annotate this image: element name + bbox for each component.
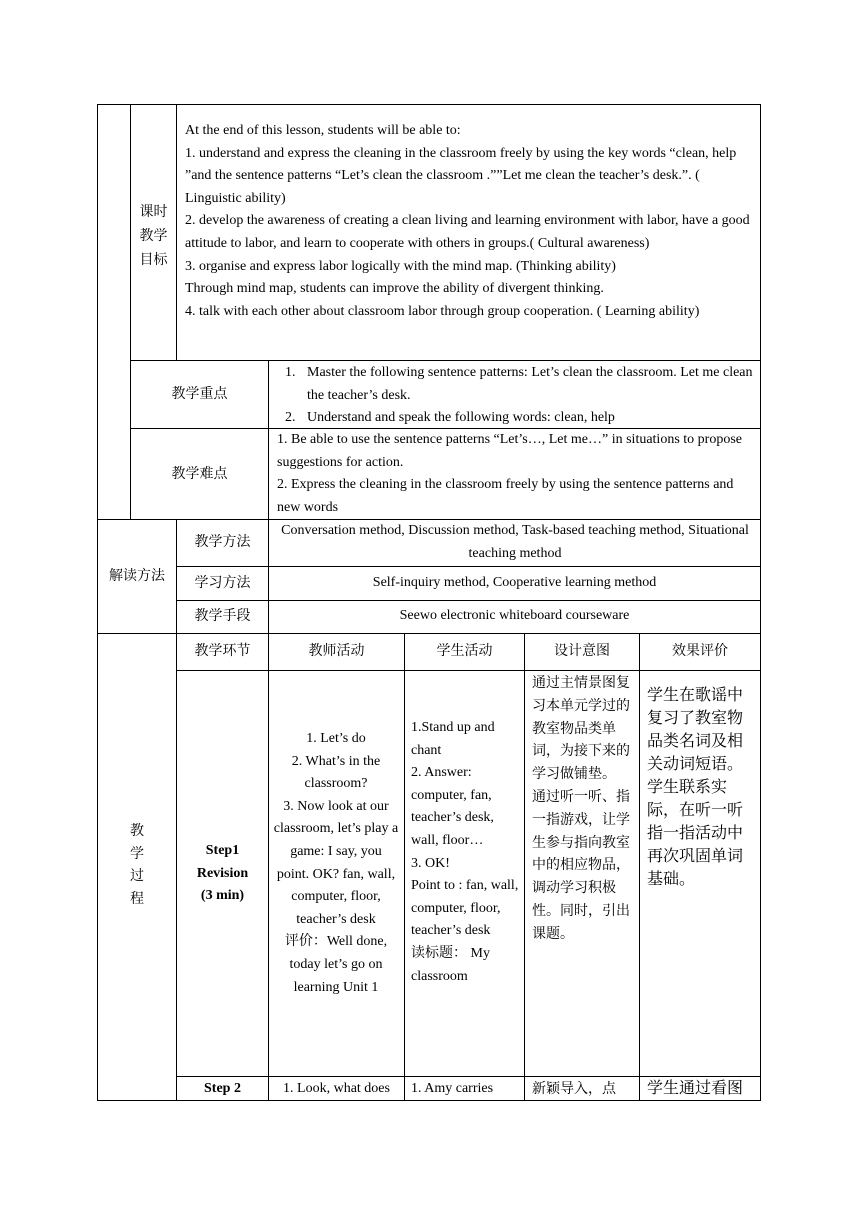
- objectives-line: At the end of this lesson, students will be able to:: [185, 123, 461, 138]
- objectives-line: 4. talk with each other about classroom labor through group cooperation. ( Learning ability): [185, 303, 700, 319]
- rule: [639, 633, 640, 1101]
- header-design-intent: 设计意图: [554, 643, 610, 659]
- process-group-label: 教 学 过 程: [130, 823, 144, 907]
- key-point-number: 2.: [285, 410, 296, 426]
- objectives-line: Through mind map, students can improve the ability of divergent thinking.: [185, 281, 604, 297]
- rule: [130, 104, 131, 520]
- evaluation-para: 学生在歌谣中复习了教室物品类名词及相关动词短语。: [647, 685, 744, 773]
- header-teacher-activity: 教师活动: [308, 643, 365, 659]
- rule: [97, 104, 761, 105]
- rule: [524, 633, 525, 1101]
- rule: [130, 360, 761, 361]
- student-activity-line: 读标题： My classroom: [411, 945, 490, 984]
- step1-design-intent: [532, 672, 635, 946]
- key-points-label: 教学重点: [171, 386, 228, 402]
- key-point-text: Master the following sentence patterns: Let’s clean the classroom. Let me clean the teacher’s desk.: [307, 365, 753, 403]
- student-activity-line: 1.Stand up and chant: [411, 720, 495, 758]
- design-intent-para: 通过主情景图复习本单元学过的教室物品类单词，为接下来的学习做铺垫。: [532, 675, 630, 783]
- header-student-activity: 学生活动: [436, 643, 493, 659]
- header-stage: 教学环节: [194, 643, 251, 659]
- step1-stage: Step1 Revision (3 min): [196, 843, 249, 904]
- key-points-list: [277, 362, 755, 430]
- learning-method-label: 学习方法: [194, 575, 251, 591]
- step1-student-activity: [411, 717, 519, 988]
- objectives-line: 3. organise and express labor logically with the mind map. (Thinking ability): [185, 258, 616, 274]
- objectives-line: 2. develop the awareness of creating a clean living and learning environment with labor, have a good attitude to labor, and learn to cooperate with others in groups.( Cultural awareness): [185, 213, 750, 251]
- step2-stage: Step 2: [204, 1081, 241, 1096]
- rule: [760, 104, 761, 1101]
- teaching-means-value: Seewo electronic whiteboard courseware: [399, 608, 630, 623]
- key-point-item: [277, 407, 755, 430]
- objectives-line: 1. understand and express the cleaning in the classroom freely by using the key words “clean, help ”and the sentence patterns “Let’s clean the classroom .””Let me clean the teacher’s desk.”. ( Linguistic ability): [185, 145, 737, 206]
- step1-teacher-activity: [273, 728, 399, 999]
- difficulty-line: 2. Express the cleaning in the classroom freely by using the sentence patterns and new words: [277, 477, 734, 515]
- header-evaluation: 效果评价: [672, 643, 728, 659]
- rule: [176, 566, 761, 567]
- student-activity-line: Point to : fan, wall, computer, floor, teacher’s desk: [411, 878, 519, 939]
- rule: [97, 633, 761, 634]
- key-point-text: Understand and speak the following words: clean, help: [307, 410, 615, 426]
- rule: [176, 600, 761, 601]
- teacher-activity-line: 评价：Well done, today let’s go on learning Unit 1: [284, 934, 388, 995]
- teacher-activity-line: 1. Let’s do: [306, 731, 366, 746]
- teacher-activity-line: 3. Now look at our classroom, let’s play a game: I say, you point. OK? fan, wall, computer, floor, teacher’s desk: [273, 798, 399, 927]
- step1-evaluation: [647, 683, 756, 890]
- methods-group-label: 解读方法: [109, 568, 165, 584]
- step2-student-activity: 1. Amy carries: [411, 1081, 494, 1096]
- student-activity-line: 3. OK!: [411, 855, 450, 871]
- key-point-number: 1.: [285, 365, 296, 380]
- teaching-means-label: 教学手段: [194, 608, 251, 624]
- step2-evaluation: 学生通过看图: [647, 1078, 744, 1097]
- evaluation-para: 学生联系实际，在听一听指一指活动中再次巩固单词基础。: [647, 777, 744, 888]
- rule: [97, 104, 98, 1101]
- design-intent-para: 通过听一听、指一指游戏，让学生参与指向教室中的相应物品，调动学习积极性。同时，引出课题。: [532, 788, 630, 942]
- teaching-method-label: 教学方法: [194, 534, 251, 550]
- key-point-item: [277, 362, 755, 407]
- rule: [176, 104, 177, 361]
- rule: [268, 360, 269, 520]
- teaching-method-value: Conversation method, Discussion method, Task-based teaching method, Situational teaching method: [281, 523, 749, 561]
- objectives-label: 课时 教学 目标: [139, 204, 168, 268]
- objectives-text: [185, 120, 755, 323]
- difficulties-label: 教学难点: [171, 466, 228, 482]
- learning-method-value: Self-inquiry method, Cooperative learning method: [372, 575, 657, 590]
- step2-teacher-activity: 1. Look, what does: [283, 1081, 390, 1096]
- difficulty-line: 1. Be able to use the sentence patterns “Let’s…, Let me…” in situations to propose suggestions for action.: [277, 432, 742, 470]
- step2-design-intent: 新颖导入，点: [532, 1081, 616, 1097]
- difficulties-text: [277, 429, 755, 519]
- teacher-activity-line: 2. What’s in the classroom?: [291, 753, 381, 792]
- student-activity-line: 2. Answer: computer, fan, teacher’s desk, wall, floor…: [411, 765, 494, 848]
- rule: [176, 670, 761, 671]
- rule: [404, 633, 405, 1101]
